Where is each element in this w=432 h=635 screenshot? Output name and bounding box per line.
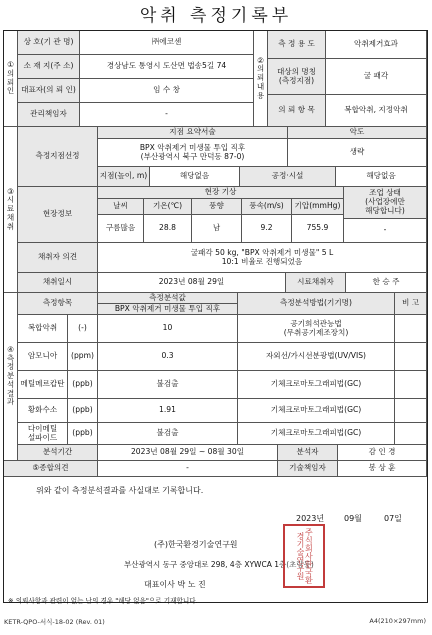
- item-unit-2: (ppb): [68, 371, 98, 399]
- item-unit-0: (-): [68, 315, 98, 343]
- sampler-label: 시료채취자: [286, 273, 346, 293]
- s2-value-0: 악취제거효과: [326, 31, 427, 59]
- weather-col-2: 풍향: [192, 199, 242, 215]
- summary-text: BPX 악취제거 미생물 투입 직후 (부산광역시 북구 만덕동 87-0): [98, 139, 288, 167]
- s1-label-2: 대표자(의 뢰 인): [18, 79, 80, 103]
- summary-header: 지점 요약서술: [98, 127, 288, 139]
- date-month: 09월: [344, 514, 362, 523]
- weather-col-4: 기압(mmHg): [292, 199, 344, 215]
- item-name-3: 황화수소: [18, 399, 68, 423]
- col-item: 측정항목: [18, 293, 98, 315]
- item-value-4: 불검출: [98, 423, 238, 445]
- s1-value-3: -: [80, 103, 254, 127]
- footer-form-code: KETR-QPO-서식-18-02 (Rev. 01): [4, 618, 105, 626]
- sampler-value: 한 승 주: [346, 273, 427, 293]
- analyst-label: 분석자: [278, 445, 338, 461]
- weather-val-0: 구름많음: [98, 215, 144, 243]
- item-name-1: 암모니아: [18, 343, 68, 371]
- operation-label: 조업 상태 (사업장에만 해당합니다): [344, 187, 427, 219]
- s1-label-0: 상 호(기 관 명): [18, 31, 80, 55]
- section2-label: ② 의 뢰 내 용: [254, 31, 268, 127]
- s1-value-0: ㈜에코센: [80, 31, 254, 55]
- s2-value-1: 굴 패각: [326, 59, 427, 95]
- item-unit-3: (ppb): [68, 399, 98, 423]
- item-note-4: [395, 423, 427, 445]
- item-note-3: [395, 399, 427, 423]
- item-note-1: [395, 343, 427, 371]
- s2-value-2: 복합악취, 지정악취: [326, 95, 427, 127]
- sample-date-value: 2023년 08월 29일: [98, 273, 286, 293]
- weather-val-2: 남: [192, 215, 242, 243]
- process-value: 해당없음: [336, 167, 427, 187]
- section1-label: ① 의 뢰 인: [4, 31, 18, 127]
- item-note-2: [395, 371, 427, 399]
- seal-text: 주식회사한국환경기술연구원: [296, 528, 314, 584]
- section5-value: -: [98, 461, 278, 477]
- item-note-0: [395, 315, 427, 343]
- opinion-text: 굴패각 50 kg, "BPX 악취제거 미생물" 5 L 10:1 비율로 진행되었음: [98, 243, 427, 273]
- section3-label: ③ 시 료 채 취: [4, 127, 18, 293]
- s1-label-3: 관리책임자: [18, 103, 80, 127]
- item-method-4: 기체크로마토그래피법(GC): [238, 423, 395, 445]
- col-result-sub: BPX 악취제거 미생물 투입 직후: [98, 304, 238, 315]
- field-label: 현장정보: [18, 187, 98, 243]
- weather-val-3: 9.2: [242, 215, 292, 243]
- s2-label-0: 측 정 용 도: [268, 31, 326, 59]
- section4-label: ④ 측 정 분 석 결 과: [4, 293, 18, 461]
- weather-col-0: 날씨: [98, 199, 144, 215]
- record-form: [3, 30, 428, 603]
- col-method: 측정분석방법(기기명): [238, 293, 395, 315]
- weather-val-1: 28.8: [144, 215, 192, 243]
- item-value-3: 1.91: [98, 399, 238, 423]
- page-title: 악취 측정기록부: [139, 6, 293, 26]
- s1-value-1: 경상남도 통영시 도산면 법송5길 74: [80, 55, 254, 79]
- col-note: 비 고: [395, 293, 427, 315]
- col-result-header: 측정분석값: [98, 293, 238, 304]
- item-method-3: 기체크로마토그래피법(GC): [238, 399, 395, 423]
- weather-header: 현장 기상: [98, 187, 344, 199]
- footer-paper-size: A4(210×297mm): [369, 617, 426, 625]
- tech-value: 봉 상 훈: [338, 461, 427, 477]
- statement: 위와 같이 측정분석결과를 사실대로 기록합니다.: [36, 486, 204, 495]
- item-name-2: 메틸메르캅탄: [18, 371, 68, 399]
- odor-value: 생략: [288, 139, 427, 167]
- tech-label: 기술책임자: [278, 461, 338, 477]
- footnote: ※ 의뢰사항과 관련이 없는 난의 경우 "해당 없음"으로 기재합니다.: [8, 597, 198, 605]
- item-method-0: 공기희석관능법 (무취공기제조장치): [238, 315, 395, 343]
- item-unit-4: (ppb): [68, 423, 98, 445]
- ceo-name: 대표이사 박 노 진: [144, 580, 206, 589]
- institute-name: (주)한국환경기술연구원: [154, 540, 238, 549]
- period-label: 분석기간: [18, 445, 98, 461]
- item-value-1: 0.3: [98, 343, 238, 371]
- point-label: 측정지점선정: [18, 127, 98, 187]
- item-name-0: 복합악취: [18, 315, 68, 343]
- s2-label-1: 대상의 명칭 (측정지점): [268, 59, 326, 95]
- weather-col-1: 기온(℃): [144, 199, 192, 215]
- point-height-label: 지점(높이, m): [98, 167, 150, 187]
- operation-value: -: [344, 219, 427, 243]
- item-name-4: 다이메틸 설파이드: [18, 423, 68, 445]
- sample-date-label: 채취일시: [18, 273, 98, 293]
- process-label: 공정·시설: [240, 167, 336, 187]
- date-year: 2023년: [296, 514, 325, 523]
- item-unit-1: (ppm): [68, 343, 98, 371]
- s1-value-2: 임 수 창: [80, 79, 254, 103]
- point-height-value: 해당없음: [150, 167, 240, 187]
- institute-address: 부산광역시 동구 중앙대로 298, 4층 XYWCA 1층(초량동): [124, 560, 314, 569]
- item-method-1: 자외선/가시선분광법(UV/VIS): [238, 343, 395, 371]
- analyst-value: 감 인 경: [338, 445, 427, 461]
- item-method-2: 기체크로마토그래피법(GC): [238, 371, 395, 399]
- odor-header: 악도: [288, 127, 427, 139]
- period-value: 2023년 08월 29일 ~ 08월 30일: [98, 445, 278, 461]
- opinion-label: 채취자 의견: [18, 243, 98, 273]
- weather-col-3: 풍속(m/s): [242, 199, 292, 215]
- s2-label-2: 의 뢰 항 목: [268, 95, 326, 127]
- s1-label-1: 소 재 지(주 소): [18, 55, 80, 79]
- weather-val-4: 755.9: [292, 215, 344, 243]
- company-seal: [283, 524, 325, 588]
- date-day: 07일: [384, 514, 402, 523]
- item-value-0: 10: [98, 315, 238, 343]
- section5-label: ⑤종합의견: [4, 461, 98, 477]
- item-value-2: 불검출: [98, 371, 238, 399]
